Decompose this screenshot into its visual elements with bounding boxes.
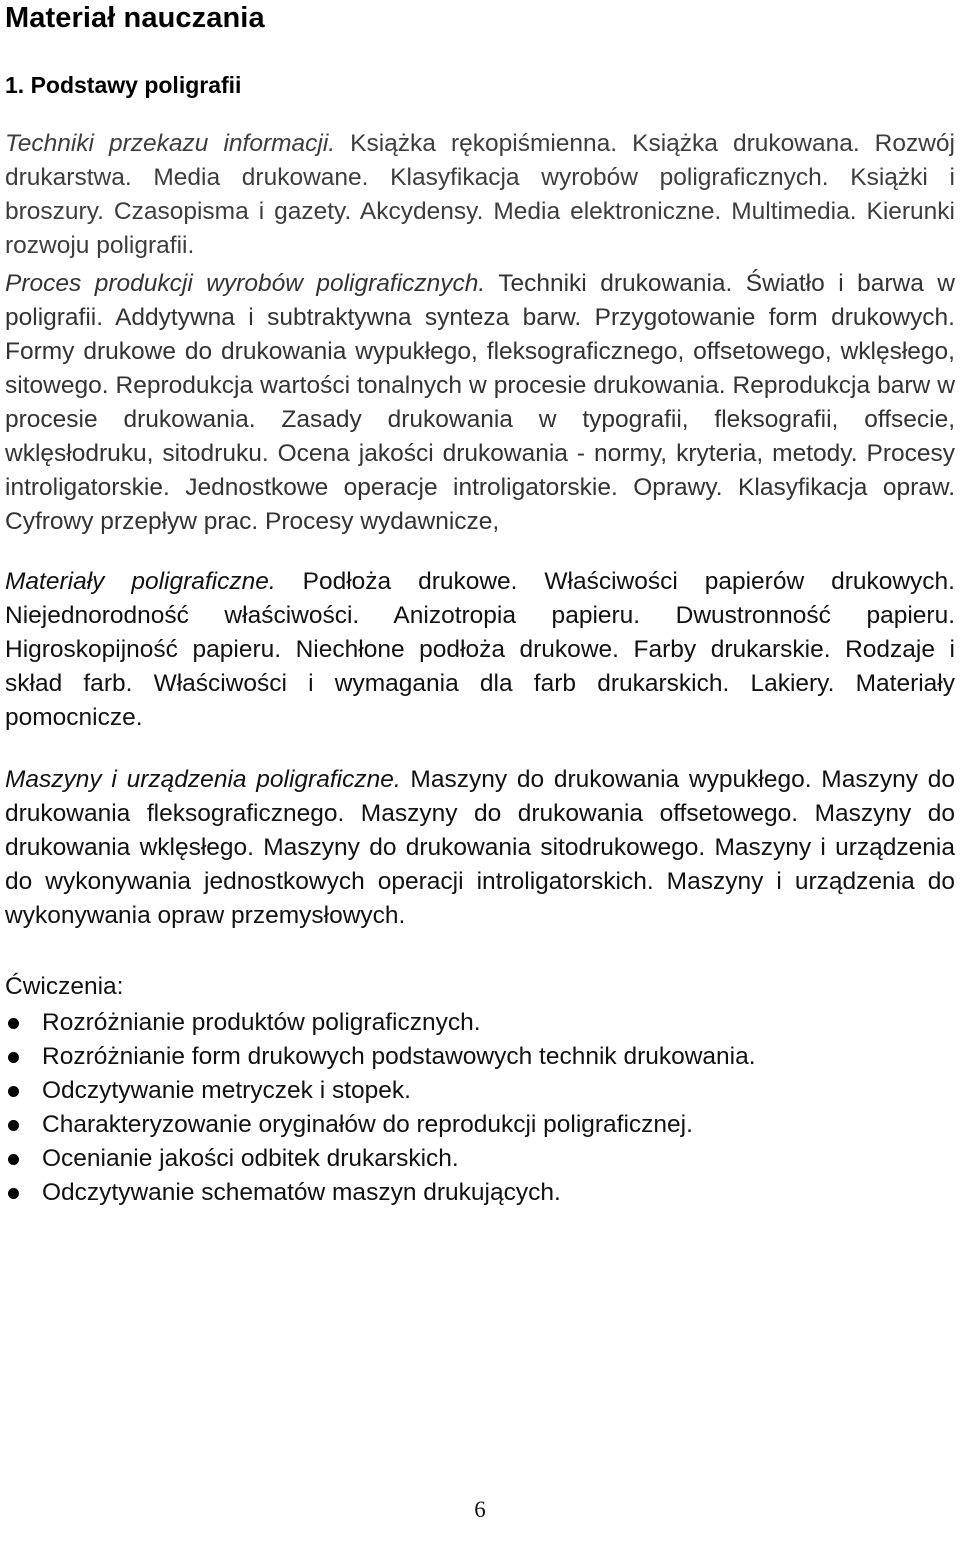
paragraph-materialy-poligraficzne <box>5 565 955 735</box>
exercise-item <box>5 1040 955 1074</box>
exercise-text: Odczytywanie metryczek i stopek. <box>42 1077 411 1104</box>
exercises-label: Ćwiczenia: <box>5 973 124 1000</box>
paragraph-maszyny-i-urzadzenia <box>5 763 955 933</box>
exercises-list <box>5 1006 955 1210</box>
page-number: 6 <box>474 1497 486 1522</box>
paragraph-techniki-przekazu <box>5 127 955 263</box>
bullet-icon <box>8 1120 19 1131</box>
paragraph-text: Podłoża drukowe. Właściwości papierów drukowych. Niejednorodność właściwości. Anizotropia papieru. Dwustronność papieru. Higroskopijność papieru. Niechłone podłoża drukowe. Farby drukarskie. Rodzaje i skład farb. Właściwości i wymagania dla farb drukarskich. Lakiery. Materiały pomocnicze. <box>5 568 955 731</box>
exercise-item <box>5 1074 955 1108</box>
paragraph-lead: Techniki przekazu informacji. <box>5 130 336 157</box>
paragraph-lead: Maszyny i urządzenia poligraficzne. <box>5 766 401 793</box>
exercise-text: Ocenianie jakości odbitek drukarskich. <box>42 1145 459 1172</box>
paragraph-text: Książka rękopiśmienna. Książka drukowana. Rozwój drukarstwa. Media drukowane. Klasyfikacja wyrobów poligraficznych. Książki i broszury. Czasopisma i gazety. Akcydensy. Media elektroniczne. Multimedia. Kierunki rozwoju poligrafii. <box>5 130 955 259</box>
document-title: Materiał nauczania <box>5 2 265 34</box>
paragraph-proces-produkcji <box>5 267 955 539</box>
paragraph-text: Maszyny do drukowania wypukłego. Maszyny do drukowania fleksograficznego. Maszyny do drukowania offsetowego. Maszyny do drukowania wklęsłego. Maszyny do drukowania sitodrukowego. Maszyny i urządzenia do wykonywania jednostkowych operacji introligatorskich. Maszyny i urządzenia do wykonywania opraw przemysłowych. <box>5 766 955 929</box>
exercise-item <box>5 1108 955 1142</box>
exercise-text: Charakteryzowanie oryginałów do reprodukcji poligraficznej. <box>42 1111 693 1138</box>
paragraph-lead: Proces produkcji wyrobów poligraficznych. <box>5 270 486 297</box>
bullet-icon <box>8 1188 19 1199</box>
section-heading: 1. Podstawy poligrafii <box>5 72 242 98</box>
bullet-icon <box>8 1052 19 1063</box>
exercise-text: Rozróżnianie produktów poligraficznych. <box>42 1009 481 1036</box>
exercise-text: Rozróżnianie form drukowych podstawowych technik drukowania. <box>42 1043 756 1070</box>
exercise-item <box>5 1142 955 1176</box>
bullet-icon <box>8 1086 19 1097</box>
document-page <box>5 0 955 1210</box>
bullet-icon <box>8 1018 19 1029</box>
exercise-item <box>5 1176 955 1210</box>
paragraph-text: Techniki drukowania. Światło i barwa w poligrafii. Addytywna i subtraktywna synteza barw. Przygotowanie form drukowych. Formy drukowe do drukowania wypukłego, fleksograficznego, offsetowego, wklęsłego, sitowego. Reprodukcja wartości tonalnych w procesie drukowania. Reprodukcja barw w procesie drukowania. Zasady drukowania w typografii, fleksografii, offsecie, wklęsłodruku, sitodruku. Ocena jakości drukowania - normy, kryteria, metody. Procesy introligatorskie. Jednostkowe operacje introligatorskie. Oprawy. Klasyfikacja opraw. Cyfrowy przepływ prac. Procesy wydawnicze, <box>5 270 955 535</box>
bullet-icon <box>8 1154 19 1165</box>
paragraph-lead: Materiały poligraficzne. <box>5 568 276 595</box>
exercise-text: Odczytywanie schematów maszyn drukujących. <box>42 1179 561 1206</box>
exercise-item <box>5 1006 955 1040</box>
